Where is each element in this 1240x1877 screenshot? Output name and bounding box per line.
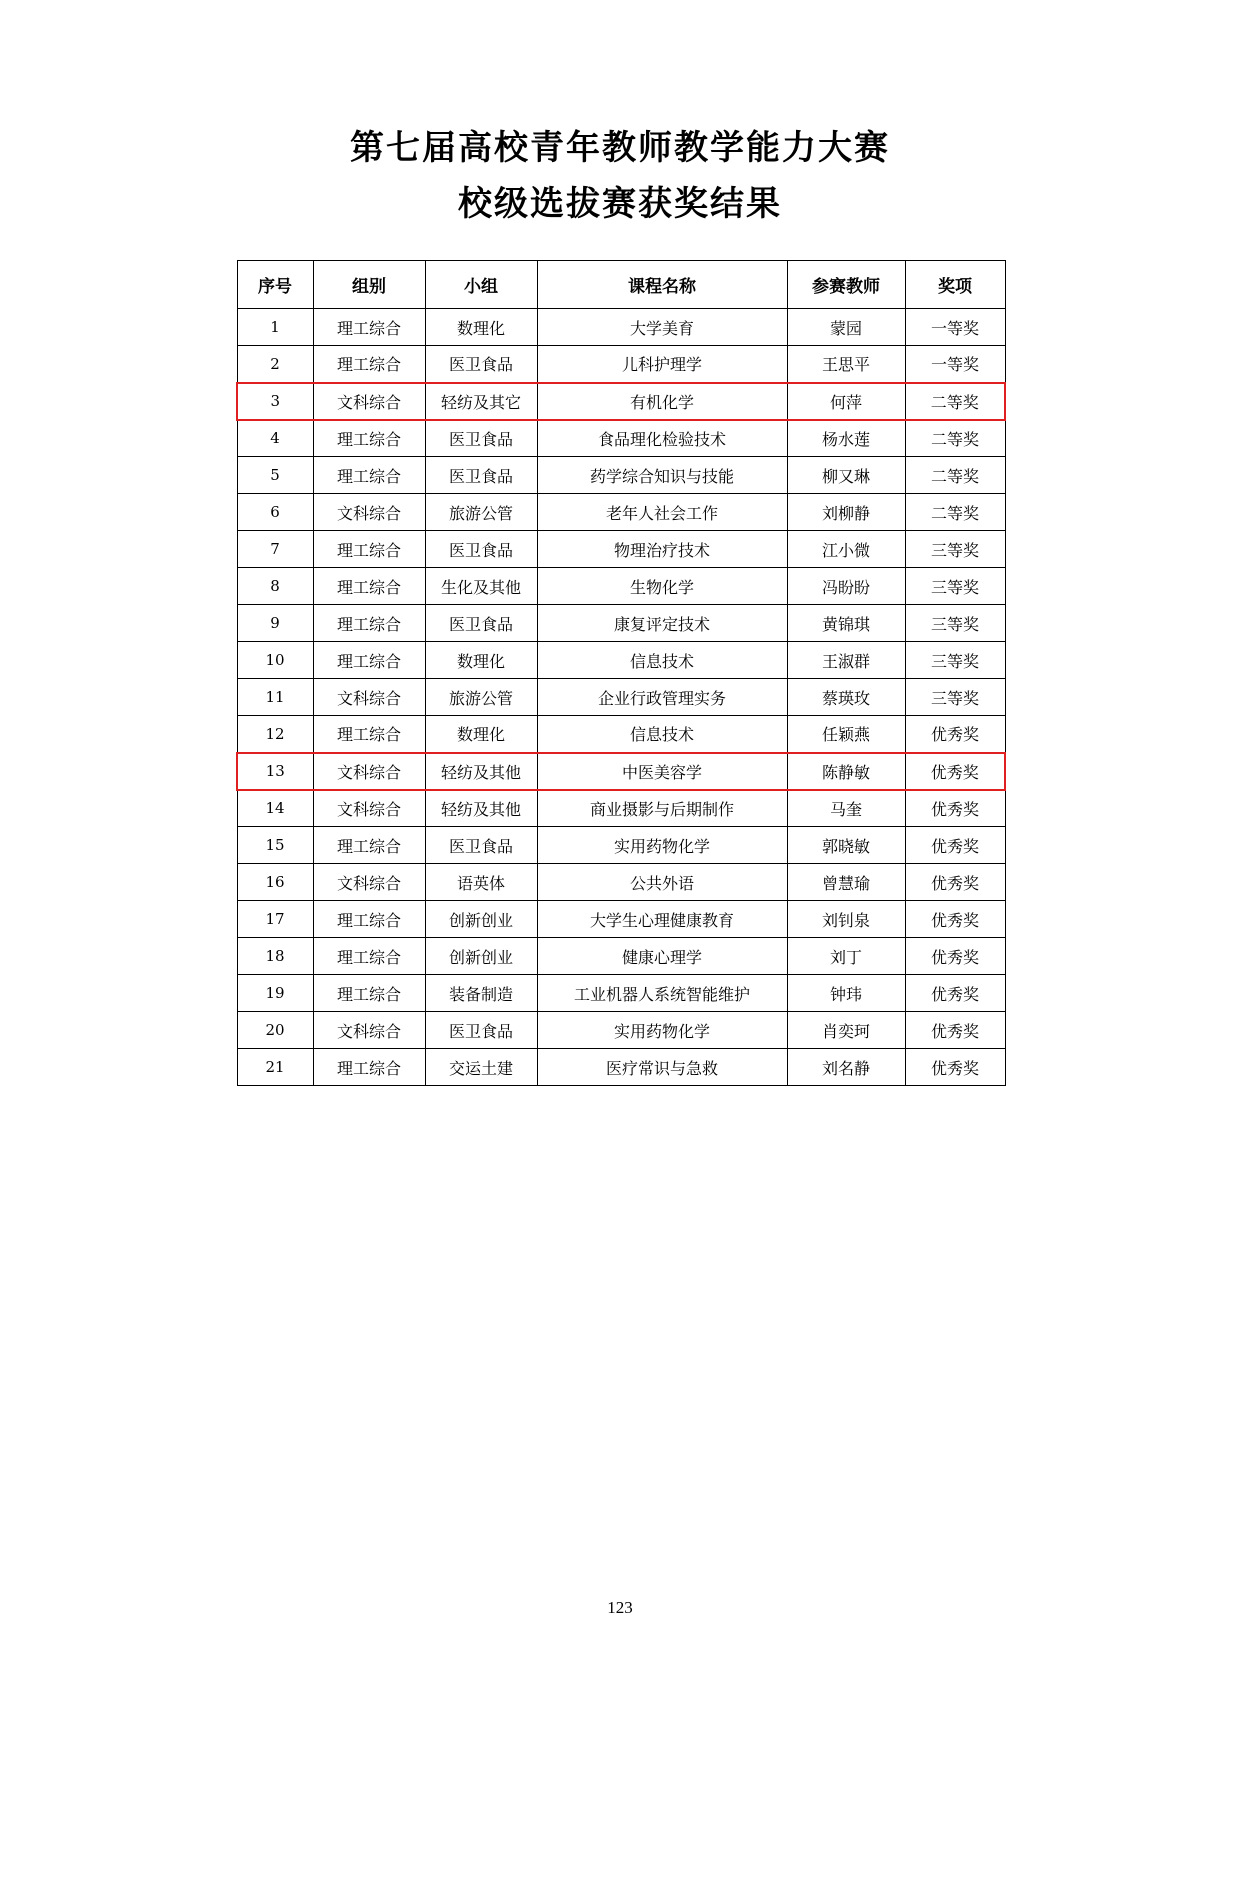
cell-course: 老年人社会工作 [537,494,787,531]
cell-course: 康复评定技术 [537,605,787,642]
cell-course: 生物化学 [537,568,787,605]
cell-team: 数理化 [425,716,537,753]
table-body [237,309,1005,1086]
column-header-group: 组别 [313,261,425,309]
table-row [237,753,1005,790]
table-row [237,975,1005,1012]
cell-group: 理工综合 [313,531,425,568]
cell-num: 20 [237,1012,313,1049]
cell-teacher: 王思平 [787,346,905,383]
cell-award: 优秀奖 [905,1012,1005,1049]
column-header-num: 序号 [237,261,313,309]
cell-team: 医卫食品 [425,605,537,642]
cell-award: 优秀奖 [905,938,1005,975]
column-header-teacher: 参赛教师 [787,261,905,309]
table-row [237,827,1005,864]
cell-course: 医疗常识与急救 [537,1049,787,1086]
cell-num: 19 [237,975,313,1012]
cell-teacher: 刘柳静 [787,494,905,531]
cell-team: 交运土建 [425,1049,537,1086]
cell-award: 三等奖 [905,568,1005,605]
cell-group: 文科综合 [313,383,425,420]
cell-course: 物理治疗技术 [537,531,787,568]
cell-team: 医卫食品 [425,531,537,568]
cell-team: 数理化 [425,309,537,346]
table-header [237,261,1005,309]
cell-award: 二等奖 [905,383,1005,420]
cell-teacher: 冯盼盼 [787,568,905,605]
cell-team: 医卫食品 [425,346,537,383]
cell-award: 一等奖 [905,346,1005,383]
cell-num: 16 [237,864,313,901]
cell-team: 医卫食品 [425,457,537,494]
cell-team: 装备制造 [425,975,537,1012]
cell-num: 10 [237,642,313,679]
cell-course: 健康心理学 [537,938,787,975]
title-line-1: 第七届高校青年教师教学能力大赛 [350,128,890,168]
cell-group: 理工综合 [313,457,425,494]
cell-award: 优秀奖 [905,975,1005,1012]
cell-num: 11 [237,679,313,716]
cell-group: 理工综合 [313,938,425,975]
cell-num: 3 [237,383,313,420]
cell-team: 医卫食品 [425,827,537,864]
cell-teacher: 郭晓敏 [787,827,905,864]
cell-course: 中医美容学 [537,753,787,790]
cell-course: 工业机器人系统智能维护 [537,975,787,1012]
column-header-course: 课程名称 [537,261,787,309]
cell-num: 15 [237,827,313,864]
table-row [237,420,1005,457]
cell-num: 17 [237,901,313,938]
table-row [237,642,1005,679]
cell-teacher: 马奎 [787,790,905,827]
cell-num: 1 [237,309,313,346]
cell-num: 5 [237,457,313,494]
cell-award: 二等奖 [905,420,1005,457]
cell-award: 优秀奖 [905,901,1005,938]
cell-team: 数理化 [425,642,537,679]
cell-group: 理工综合 [313,309,425,346]
results-table-wrapper [236,260,1004,1086]
cell-course: 企业行政管理实务 [537,679,787,716]
cell-award: 一等奖 [905,309,1005,346]
cell-group: 理工综合 [313,716,425,753]
cell-group: 文科综合 [313,679,425,716]
cell-num: 14 [237,790,313,827]
cell-group: 文科综合 [313,790,425,827]
table-header-row [237,261,1005,309]
cell-teacher: 黄锦琪 [787,605,905,642]
table-row [237,346,1005,383]
cell-course: 信息技术 [537,716,787,753]
cell-teacher: 肖奕珂 [787,1012,905,1049]
cell-teacher: 蒙园 [787,309,905,346]
table-row [237,790,1005,827]
cell-course: 实用药物化学 [537,827,787,864]
cell-team: 医卫食品 [425,420,537,457]
cell-team: 轻纺及其他 [425,790,537,827]
cell-award: 三等奖 [905,605,1005,642]
table-row [237,1049,1005,1086]
cell-num: 4 [237,420,313,457]
cell-course: 大学美育 [537,309,787,346]
document-page [0,120,1240,1877]
table-row [237,679,1005,716]
table-row [237,531,1005,568]
cell-teacher: 刘丁 [787,938,905,975]
cell-teacher: 江小微 [787,531,905,568]
cell-teacher: 蔡瑛玫 [787,679,905,716]
table-row [237,383,1005,420]
cell-teacher: 钟玮 [787,975,905,1012]
cell-course: 有机化学 [537,383,787,420]
cell-group: 理工综合 [313,420,425,457]
cell-team: 医卫食品 [425,1012,537,1049]
cell-group: 文科综合 [313,864,425,901]
cell-team: 轻纺及其他 [425,753,537,790]
cell-award: 三等奖 [905,642,1005,679]
results-table [236,260,1006,1086]
cell-team: 语英体 [425,864,537,901]
cell-teacher: 杨水莲 [787,420,905,457]
table-row [237,938,1005,975]
cell-award: 二等奖 [905,457,1005,494]
cell-teacher: 刘钊泉 [787,901,905,938]
cell-award: 优秀奖 [905,716,1005,753]
cell-teacher: 王淑群 [787,642,905,679]
cell-course: 公共外语 [537,864,787,901]
table-row [237,494,1005,531]
cell-award: 二等奖 [905,494,1005,531]
cell-team: 旅游公管 [425,679,537,716]
cell-num: 12 [237,716,313,753]
cell-group: 理工综合 [313,901,425,938]
cell-num: 2 [237,346,313,383]
cell-course: 儿科护理学 [537,346,787,383]
table-row [237,309,1005,346]
cell-group: 理工综合 [313,975,425,1012]
cell-group: 文科综合 [313,753,425,790]
page-number: 123 [607,1598,633,1617]
cell-course: 大学生心理健康教育 [537,901,787,938]
table-row [237,1012,1005,1049]
cell-num: 21 [237,1049,313,1086]
cell-group: 理工综合 [313,1049,425,1086]
cell-group: 理工综合 [313,568,425,605]
cell-course: 药学综合知识与技能 [537,457,787,494]
cell-teacher: 陈静敏 [787,753,905,790]
cell-award: 优秀奖 [905,864,1005,901]
cell-award: 优秀奖 [905,790,1005,827]
cell-teacher: 刘名静 [787,1049,905,1086]
cell-team: 轻纺及其它 [425,383,537,420]
cell-award: 优秀奖 [905,827,1005,864]
cell-num: 7 [237,531,313,568]
cell-teacher: 何萍 [787,383,905,420]
cell-award: 优秀奖 [905,753,1005,790]
table-row [237,605,1005,642]
cell-num: 6 [237,494,313,531]
cell-num: 9 [237,605,313,642]
cell-teacher: 曾慧瑜 [787,864,905,901]
column-header-award: 奖项 [905,261,1005,309]
cell-group: 理工综合 [313,827,425,864]
cell-group: 文科综合 [313,494,425,531]
cell-num: 13 [237,753,313,790]
cell-award: 三等奖 [905,679,1005,716]
cell-team: 创新创业 [425,938,537,975]
column-header-team: 小组 [425,261,537,309]
cell-teacher: 任颖燕 [787,716,905,753]
cell-team: 创新创业 [425,901,537,938]
table-row [237,457,1005,494]
cell-course: 商业摄影与后期制作 [537,790,787,827]
document-title [0,120,1240,232]
table-row [237,716,1005,753]
title-line-2: 校级选拔赛获奖结果 [458,184,782,225]
cell-course: 实用药物化学 [537,1012,787,1049]
cell-award: 优秀奖 [905,1049,1005,1086]
cell-num: 18 [237,938,313,975]
cell-group: 理工综合 [313,642,425,679]
table-row [237,901,1005,938]
cell-teacher: 柳又琳 [787,457,905,494]
cell-group: 理工综合 [313,346,425,383]
cell-award: 三等奖 [905,531,1005,568]
cell-team: 生化及其他 [425,568,537,605]
cell-team: 旅游公管 [425,494,537,531]
table-row [237,864,1005,901]
cell-num: 8 [237,568,313,605]
cell-course: 信息技术 [537,642,787,679]
table-row [237,568,1005,605]
cell-group: 文科综合 [313,1012,425,1049]
cell-course: 食品理化检验技术 [537,420,787,457]
cell-group: 理工综合 [313,605,425,642]
